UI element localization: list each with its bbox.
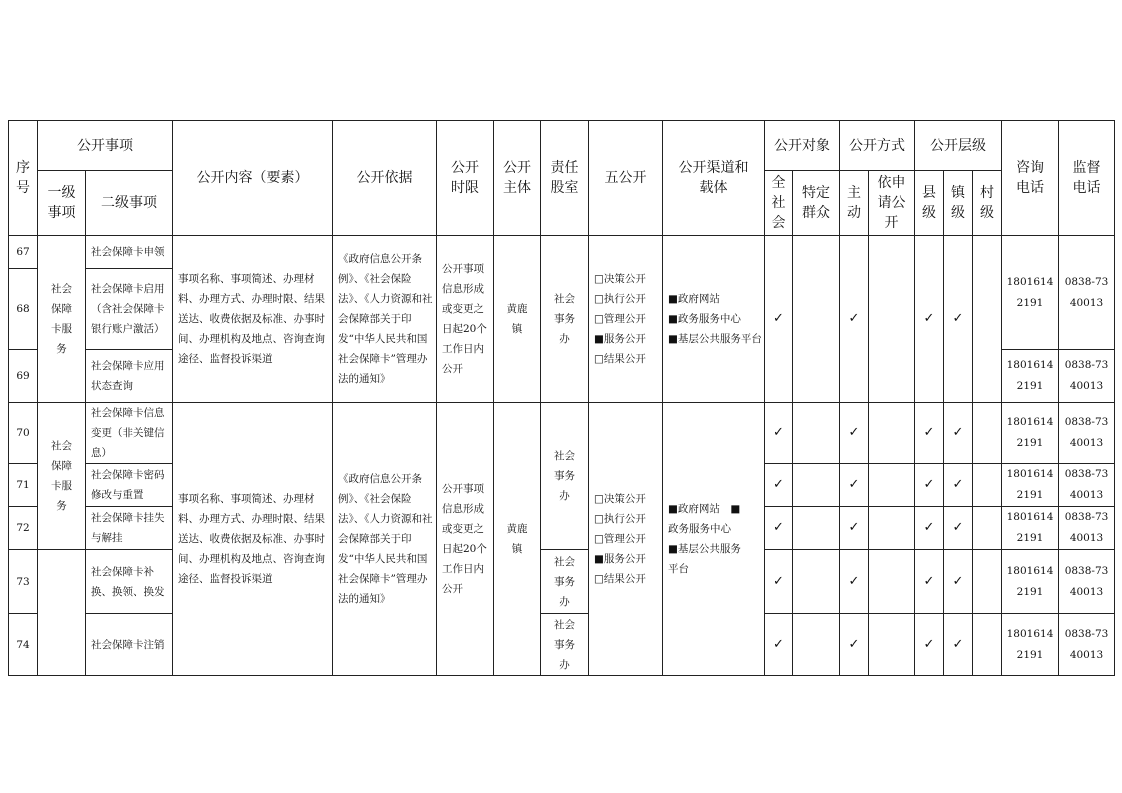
level2-cell: 社会保障卡补换、换领、换发	[86, 550, 173, 614]
supervise-phone: 0838-73 40013	[1059, 236, 1115, 350]
header-basis: 公开依据	[333, 121, 437, 236]
target-specific-empty	[793, 236, 840, 403]
channel-grassroots-platform: ■基层公共服务平台	[668, 333, 762, 345]
mode-request-empty	[869, 464, 915, 507]
time-limit-cell: 公开事项信息形成或变更之日起20个工作日内公开	[437, 403, 494, 676]
five-open-result: □结果公开	[594, 573, 646, 585]
target-specific-empty	[793, 507, 840, 550]
consult-phone: 1801614 2191	[1002, 403, 1059, 464]
header-dept: 责任股室	[541, 121, 589, 236]
row-seq: 71	[9, 464, 38, 507]
header-content: 公开内容（要素）	[173, 121, 333, 236]
channel-service-center: ■政务服务中心	[668, 313, 741, 325]
row-seq: 72	[9, 507, 38, 550]
level2-cell: 社会保障卡应用状态查询	[86, 350, 173, 403]
basis-cell: 《政府信息公开条例》、《社会保险法》、《人力资源和社会保障部关于印发“中华人民共和国社会保障卡”管理办法的通知》	[333, 403, 437, 676]
row-seq: 70	[9, 403, 38, 464]
header-mode-active: 主动	[840, 171, 869, 236]
subject-cell: 黄鹿镇	[494, 403, 541, 676]
level-village-empty	[973, 464, 1002, 507]
consult-phone: 1801614 2191	[1002, 350, 1059, 403]
dept-cell: 社会事务办	[541, 403, 589, 550]
five-open-management: □管理公开	[594, 533, 646, 545]
row-seq: 68	[9, 269, 38, 350]
header-subject: 公开主体	[494, 121, 541, 236]
supervise-phone: 0838-73 40013	[1059, 507, 1115, 550]
check-level-county: ✓	[915, 464, 944, 507]
header-level-county: 县级	[915, 171, 944, 236]
consult-phone: 1801614 2191	[1002, 614, 1059, 676]
supervise-phone: 0838-73 40013	[1059, 403, 1115, 464]
five-open-cell	[589, 403, 663, 676]
row-seq: 67	[9, 236, 38, 269]
header-level1: 一级事项	[38, 171, 86, 236]
header-time-limit: 公开时限	[437, 121, 494, 236]
channel-line: 平台	[668, 563, 689, 575]
level2-cell: 社会保障卡申领	[86, 236, 173, 269]
five-open-cell	[589, 236, 663, 403]
check-level-county: ✓	[915, 403, 944, 464]
five-open-management: □管理公开	[594, 313, 646, 325]
target-specific-empty	[793, 614, 840, 676]
level1-cell: 社会保障卡服务	[38, 236, 86, 403]
mode-request-empty	[869, 403, 915, 464]
level-village-empty	[973, 614, 1002, 676]
check-level-town: ✓	[944, 507, 973, 550]
check-target-all: ✓	[765, 614, 793, 676]
dept-cell: 社会事务办	[541, 236, 589, 403]
target-specific-empty	[793, 550, 840, 614]
check-mode-active: ✓	[840, 550, 869, 614]
header-mode-request: 依申请公开	[869, 171, 915, 236]
mode-request-empty	[869, 236, 915, 403]
header-level2: 二级事项	[86, 171, 173, 236]
level2-cell: 社会保障卡注销	[86, 614, 173, 676]
subject-cell: 黄鹿镇	[494, 236, 541, 403]
check-target-all: ✓	[765, 403, 793, 464]
time-limit-cell: 公开事项信息形成或变更之日起20个工作日内公开	[437, 236, 494, 403]
header-five-open: 五公开	[589, 121, 663, 236]
channel-line: ■基层公共服务	[668, 543, 741, 555]
row-seq: 69	[9, 350, 38, 403]
check-level-town: ✓	[944, 236, 973, 403]
check-mode-active: ✓	[840, 464, 869, 507]
supervise-phone: 0838-73 40013	[1059, 464, 1115, 507]
level-village-empty	[973, 236, 1002, 403]
channel-gov-website: ■政府网站	[668, 293, 720, 305]
five-open-result: □结果公开	[594, 353, 646, 365]
header-consult-phone: 咨询电话	[1002, 121, 1059, 236]
target-specific-empty	[793, 403, 840, 464]
content-cell: 事项名称、事项简述、办理材料、办理方式、办理时限、结果送达、收费依据及标准、办事时间、办理机构及地点、咨询查询途径、监督投诉渠道	[173, 236, 333, 403]
five-open-execution: □执行公开	[594, 513, 646, 525]
check-target-all: ✓	[765, 236, 793, 403]
channel-line: 政务服务中心	[668, 523, 731, 535]
check-level-town: ✓	[944, 403, 973, 464]
header-level-town: 镇级	[944, 171, 973, 236]
level-village-empty	[973, 507, 1002, 550]
five-open-execution: □执行公开	[594, 293, 646, 305]
supervise-phone: 0838-73 40013	[1059, 550, 1115, 614]
content-cell: 事项名称、事项简述、办理材料、办理方式、办理时限、结果送达、收费依据及标准、办事时间、办理机构及地点、咨询查询途径、监督投诉渠道	[173, 403, 333, 676]
header-level-village: 村级	[973, 171, 1002, 236]
level2-cell: 社会保障卡启用（含社会保障卡银行账户激活）	[86, 269, 173, 350]
dept-cell: 社会事务办	[541, 614, 589, 676]
five-open-service: ■服务公开	[594, 333, 646, 345]
consult-phone: 1801614 2191	[1002, 550, 1059, 614]
check-mode-active: ✓	[840, 236, 869, 403]
five-open-decision: □决策公开	[594, 273, 646, 285]
header-target: 公开对象	[765, 121, 840, 171]
level2-cell: 社会保障卡挂失与解挂	[86, 507, 173, 550]
five-open-decision: □决策公开	[594, 493, 646, 505]
header-supervise-phone: 监督电话	[1059, 121, 1115, 236]
check-level-county: ✓	[915, 550, 944, 614]
check-level-town: ✓	[944, 550, 973, 614]
check-level-county: ✓	[915, 507, 944, 550]
check-level-town: ✓	[944, 614, 973, 676]
consult-phone: 1801614 2191	[1002, 507, 1059, 550]
channel-cell	[663, 403, 765, 676]
channel-cell	[663, 236, 765, 403]
level1-cell: 社会保障卡服务	[38, 403, 86, 550]
level2-cell: 社会保障卡信息变更（非关键信息）	[86, 403, 173, 464]
check-level-town: ✓	[944, 464, 973, 507]
consult-phone: 1801614 2191	[1002, 236, 1059, 350]
check-level-county: ✓	[915, 614, 944, 676]
check-target-all: ✓	[765, 507, 793, 550]
level2-cell: 社会保障卡密码修改与重置	[86, 464, 173, 507]
level1-empty	[38, 550, 86, 676]
check-mode-active: ✓	[840, 614, 869, 676]
check-target-all: ✓	[765, 550, 793, 614]
mode-request-empty	[869, 614, 915, 676]
check-level-county: ✓	[915, 236, 944, 403]
mode-request-empty	[869, 550, 915, 614]
header-level: 公开层级	[915, 121, 1002, 171]
mode-request-empty	[869, 507, 915, 550]
consult-phone: 1801614 2191	[1002, 464, 1059, 507]
check-target-all: ✓	[765, 464, 793, 507]
row-seq: 74	[9, 614, 38, 676]
header-target-all: 全社会	[765, 171, 793, 236]
supervise-phone: 0838-73 40013	[1059, 350, 1115, 403]
supervise-phone: 0838-73 40013	[1059, 614, 1115, 676]
check-mode-active: ✓	[840, 507, 869, 550]
basis-cell: 《政府信息公开条例》、《社会保险法》、《人力资源和社会保障部关于印发“中华人民共和国社会保障卡”管理办法的通知》	[333, 236, 437, 403]
disclosure-table	[8, 120, 1115, 676]
target-specific-empty	[793, 464, 840, 507]
header-seq: 序号	[9, 121, 38, 236]
dept-cell: 社会事务办	[541, 550, 589, 614]
five-open-service: ■服务公开	[594, 553, 646, 565]
level-village-empty	[973, 550, 1002, 614]
row-seq: 73	[9, 550, 38, 614]
header-public-item: 公开事项	[38, 121, 173, 171]
header-mode: 公开方式	[840, 121, 915, 171]
channel-line: ■政府网站 ■	[668, 503, 741, 515]
table-row	[9, 236, 1115, 269]
table-row	[9, 403, 1115, 464]
header-target-specific: 特定群众	[793, 171, 840, 236]
header-channel: 公开渠道和载体	[663, 121, 765, 236]
check-mode-active: ✓	[840, 403, 869, 464]
level-village-empty	[973, 403, 1002, 464]
